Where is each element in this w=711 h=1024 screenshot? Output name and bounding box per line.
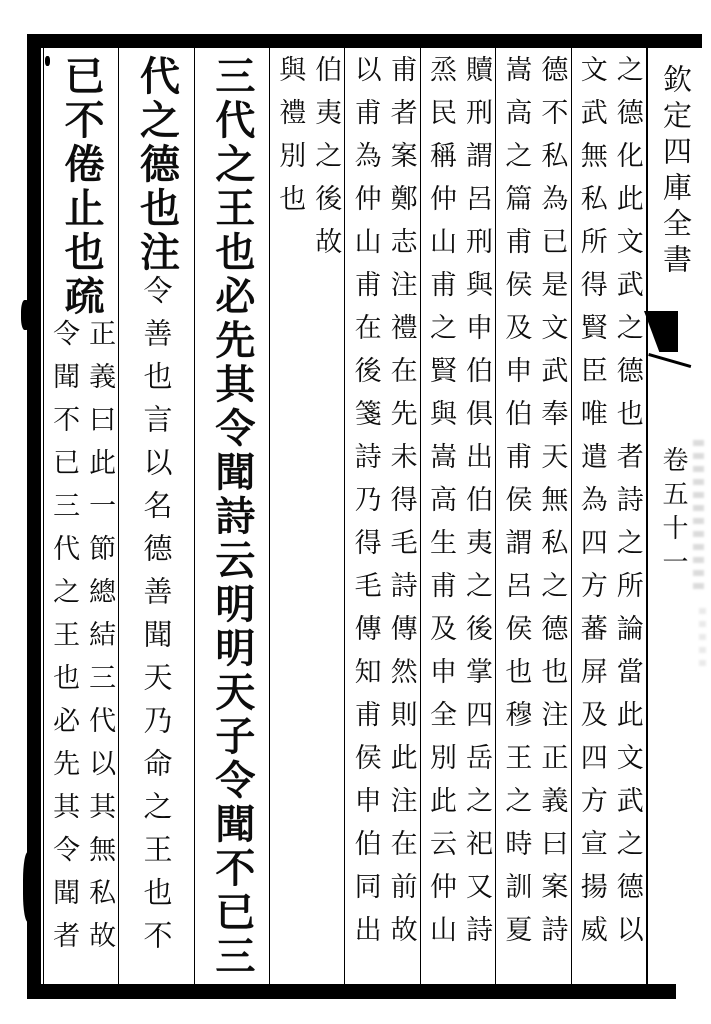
- main-text-segment: 已不倦止也: [58, 55, 106, 275]
- annotation-line-right: 德不私為已是文武奉天無私之德也注正義曰案詩: [536, 55, 568, 958]
- text-column-1: [571, 48, 646, 984]
- double-annotation-block: [497, 55, 569, 974]
- text-column-4: [344, 48, 419, 984]
- main-text-segment: 代之德也: [133, 55, 181, 231]
- text-column-2: [495, 48, 570, 984]
- text-area: [43, 48, 648, 984]
- main-text-line: [119, 55, 193, 963]
- annotation-line-right: 甫者案鄭志注禮在先未得毛詩傳然則此注在前故: [385, 55, 417, 958]
- frame-top-border: [30, 34, 702, 48]
- text-column-6: [194, 48, 269, 984]
- shu-note-marker: 疏: [58, 275, 106, 319]
- text-column-5: [269, 48, 344, 984]
- annotation-line-left: 嵩高之篇甫侯及申伯甫侯謂呂侯也穆王之時訓夏: [500, 55, 532, 958]
- double-annotation-block: [271, 55, 343, 974]
- annotation-line-right: 伯夷之後故: [310, 55, 342, 270]
- text-column-8: [43, 48, 118, 984]
- text-column-3: [420, 48, 495, 984]
- tab-underline: [648, 353, 691, 368]
- text-column-7: [118, 48, 193, 984]
- black-tab-marker: [644, 311, 678, 352]
- faint-ink-smudge: [693, 440, 704, 590]
- double-annotation-block: [347, 55, 419, 974]
- double-annotation-block: [45, 319, 117, 984]
- zhu-note-marker: 注: [133, 231, 181, 275]
- faint-ink-smudge: [699, 608, 706, 668]
- main-text-line: 三代之王也必先其令聞詩云明明天子令聞不已三: [208, 55, 256, 979]
- annotation-line-left: 與禮別也: [274, 55, 306, 227]
- inline-annotation: 令善也言以名德善聞天乃命之王也不: [139, 275, 174, 963]
- book-title: 欽定四庫全書: [659, 64, 693, 280]
- annotation-line-left: 文武無私所得賢臣唯遣為四方蕃屏及四方宣揚威: [575, 55, 607, 958]
- volume-label: 卷五十一: [658, 446, 688, 582]
- right-margin: [649, 48, 711, 984]
- main-text-line: [44, 55, 118, 319]
- annotation-line-right: 贖刑謂呂刑與申伯俱出伯夷之後掌四岳之祀又詩: [461, 55, 493, 958]
- annotation-line-right: 之德化此文武之德也者詩之所論當此文武之德以: [611, 55, 643, 958]
- annotation-line-left: 令聞不已三代之王也必先其令聞者: [48, 319, 80, 964]
- annotation-line-right: 正義曰此一節總結三代以其無私故: [84, 319, 116, 964]
- frame-bottom-border: [30, 984, 676, 999]
- annotation-line-left: 以甫為仲山甫在後箋詩乃得毛傳知甫侯申伯同出: [349, 55, 381, 958]
- annotation-line-left: 烝民稱仲山甫之賢與嵩高生甫及申全別此云仲山: [425, 55, 457, 958]
- double-annotation-block: [573, 55, 645, 974]
- ink-speck: [23, 852, 35, 922]
- double-annotation-block: [422, 55, 494, 974]
- ink-speck: [45, 56, 50, 66]
- ink-speck: [21, 300, 30, 330]
